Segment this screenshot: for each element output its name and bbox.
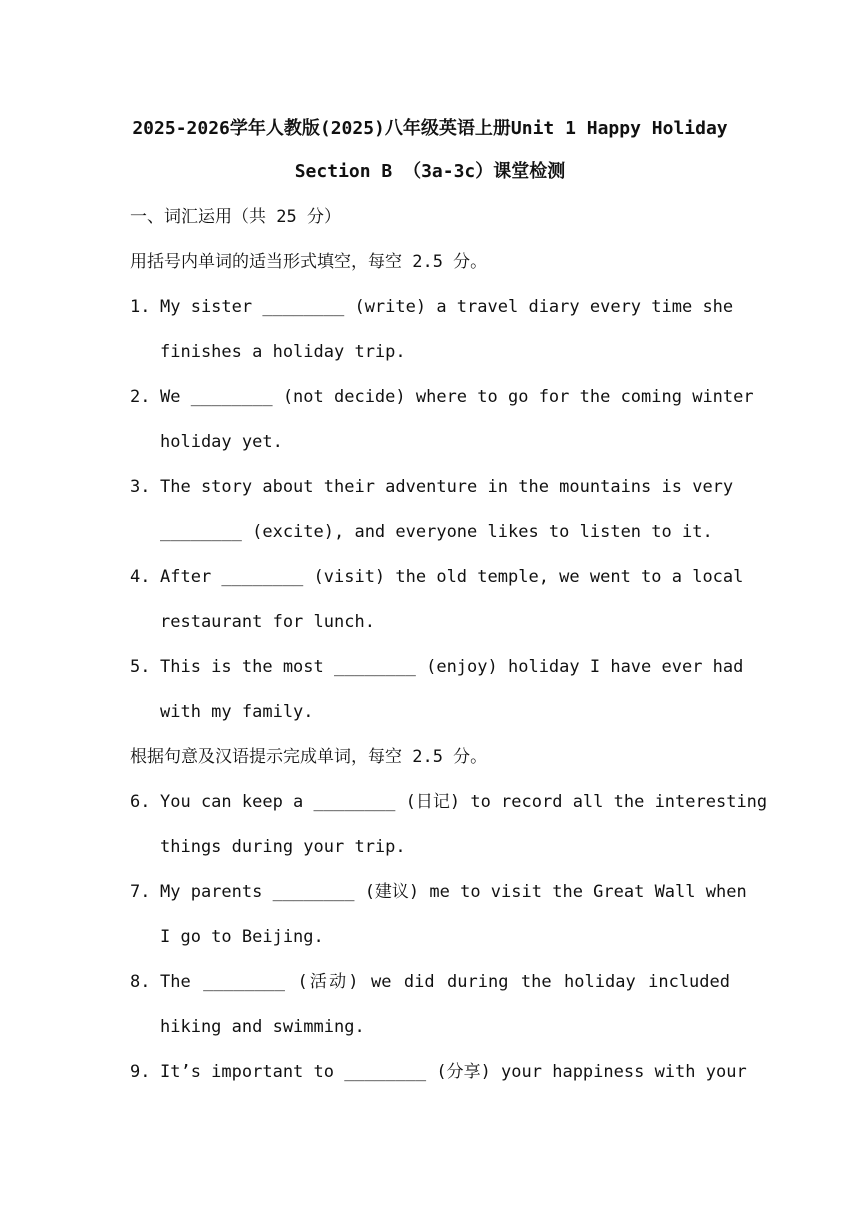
question-8-number: 8. [130, 972, 151, 992]
question-5-line-2: with my family. [160, 702, 314, 722]
question-6-line-2: things during your trip. [160, 837, 406, 857]
question-2-number: 2. [130, 387, 151, 407]
document-title-line-2: Section B （3a-3c）课堂检测 [294, 161, 566, 182]
question-7-line-2: I go to Beijing. [160, 927, 324, 947]
question-4-line-2: restaurant for lunch. [160, 612, 375, 632]
question-2-line-1: We ________ (not decide) where to go for the coming winter [160, 387, 754, 407]
question-1-line-1: My sister ________ (write) a travel diary every time she [160, 297, 734, 317]
question-2-line-2: holiday yet. [160, 432, 283, 452]
question-5-line-1: This is the most ________ (enjoy) holiday I have ever had [160, 657, 744, 677]
question-9-line-1: It’s important to ________ (分享) your happiness with your [160, 1062, 747, 1082]
question-8-line-1: The ________ (活动) we did during the holiday included [160, 972, 730, 992]
instruction-part-b: 根据句意及汉语提示完成单词，每空 2.5 分。 [130, 747, 488, 767]
question-7-number: 7. [130, 882, 151, 902]
question-3-line-1: The story about their adventure in the mountains is very [160, 477, 734, 497]
question-9-number: 9. [130, 1062, 151, 1082]
question-1-number: 1. [130, 297, 151, 317]
question-3-line-2: ________ (excite), and everyone likes to listen to it. [160, 522, 713, 542]
question-4-number: 4. [130, 567, 151, 587]
section-heading: 一、词汇运用（共 25 分） [130, 207, 341, 227]
document-title-line-1: 2025-2026学年人教版(2025)八年级英语上册Unit 1 Happy Holiday [132, 118, 728, 139]
question-5-number: 5. [130, 657, 151, 677]
question-7-line-1: My parents ________ (建议) me to visit the Great Wall when [160, 882, 747, 902]
question-8-line-2: hiking and swimming. [160, 1017, 365, 1037]
question-1-line-2: finishes a holiday trip. [160, 342, 406, 362]
question-3-number: 3. [130, 477, 151, 497]
question-4-line-1: After ________ (visit) the old temple, we went to a local [160, 567, 744, 587]
question-6-number: 6. [130, 792, 151, 812]
instruction-part-a: 用括号内单词的适当形式填空，每空 2.5 分。 [130, 252, 488, 272]
question-6-line-1: You can keep a ________ (日记) to record all the interesting [160, 792, 768, 812]
